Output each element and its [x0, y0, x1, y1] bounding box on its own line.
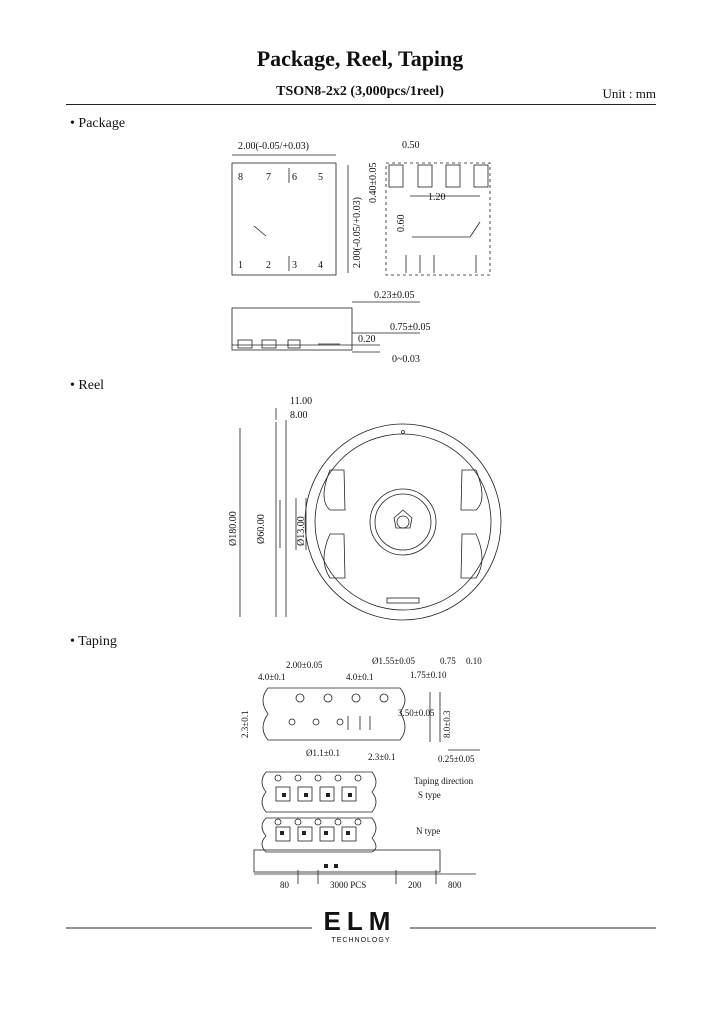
- dim-package-height: 2.00(-0.05/+0.03): [352, 197, 363, 268]
- dim-reel-diameter: Ø180.00: [228, 511, 239, 546]
- n-type-label: N type: [416, 826, 441, 836]
- reel-end-length-label: 800: [448, 880, 462, 890]
- pin-2-label: 2: [266, 260, 271, 271]
- n-type-tape: [262, 818, 376, 852]
- page-subtitle: TSON8-2x2 (3,000pcs/1reel): [276, 84, 444, 99]
- component-count-label: 3000 PCS: [330, 880, 367, 890]
- dim-tape-11: Ø1.1±0.1: [306, 748, 340, 758]
- dim-hole-diameter: Ø13.00: [296, 516, 307, 546]
- package-labels: [238, 140, 446, 365]
- pin-8-label: 8: [238, 172, 243, 183]
- pin-6-label: 6: [292, 172, 297, 183]
- dim-tape-4: 0.10: [466, 656, 482, 666]
- s-type-label: S type: [418, 790, 441, 800]
- dim-pad-gap: 0.60: [396, 214, 407, 232]
- reel-drawing: [240, 408, 501, 620]
- elm-logo-subtitle: TECHNOLOGY: [331, 937, 391, 944]
- dim-tape-6: 4.0±0.1: [346, 672, 374, 682]
- dim-tape-8: 2.3±0.1: [240, 710, 250, 738]
- dim-reel-width-inner: 8.00: [290, 410, 308, 421]
- reel-labels: [228, 396, 312, 546]
- taping-components: [280, 793, 352, 868]
- dim-tape-7: 1.75±0.10: [410, 670, 447, 680]
- dim-tape-1: 2.00±0.05: [286, 660, 323, 670]
- dim-tape-2: Ø1.55±0.05: [372, 656, 415, 666]
- dim-pad-length: 0.40±0.05: [368, 162, 379, 203]
- reel-hub: [370, 489, 436, 555]
- dim-hub-diameter: Ø60.00: [256, 514, 267, 544]
- dim-pad-width: 0.50: [402, 140, 420, 151]
- dim-thickness: 0.75±0.05: [390, 322, 431, 333]
- unit-label: Unit : mm: [602, 86, 656, 101]
- dim-lead-width: 0.23±0.05: [374, 290, 415, 301]
- reel-leader-tape: [254, 850, 440, 872]
- carrier-tape: [263, 688, 405, 740]
- pin-1-label: 1: [238, 260, 243, 271]
- dim-pad-span: 1.20: [428, 192, 446, 203]
- s-type-tape: [262, 772, 376, 812]
- taping-direction-label: Taping direction: [414, 776, 474, 786]
- leader-length-label: 80: [280, 880, 289, 890]
- trailer-length-label: 200: [408, 880, 422, 890]
- pin-4-label: 4: [318, 260, 323, 271]
- section-taping: • Taping: [70, 634, 117, 649]
- reel-outer-flange: [305, 424, 501, 620]
- pin-5-label: 5: [318, 172, 323, 183]
- dim-reel-width-outer: 11.00: [290, 396, 313, 407]
- taping-labels: [240, 656, 482, 890]
- pin-3-label: 3: [292, 260, 297, 271]
- page-title: Package, Reel, Taping: [256, 46, 464, 71]
- dim-bottom: 0~0.03: [392, 354, 420, 365]
- dim-standoff: 0.20: [358, 334, 376, 345]
- dim-tape-9: 3.50±0.05: [398, 708, 435, 718]
- elm-logo: ELM: [323, 906, 397, 936]
- section-reel: • Reel: [70, 378, 105, 393]
- dim-tape-10: 8.0±0.3: [442, 710, 452, 738]
- dim-tape-3: 0.75: [440, 656, 456, 666]
- pin-7-label: 7: [266, 172, 271, 183]
- dim-tape-12: 2.3±0.1: [368, 752, 396, 762]
- dim-tape-13: 0.25±0.05: [438, 754, 475, 764]
- dim-package-width: 2.00(-0.05/+0.03): [238, 141, 309, 152]
- dim-tape-5: 4.0±0.1: [258, 672, 286, 682]
- section-package: • Package: [70, 116, 126, 131]
